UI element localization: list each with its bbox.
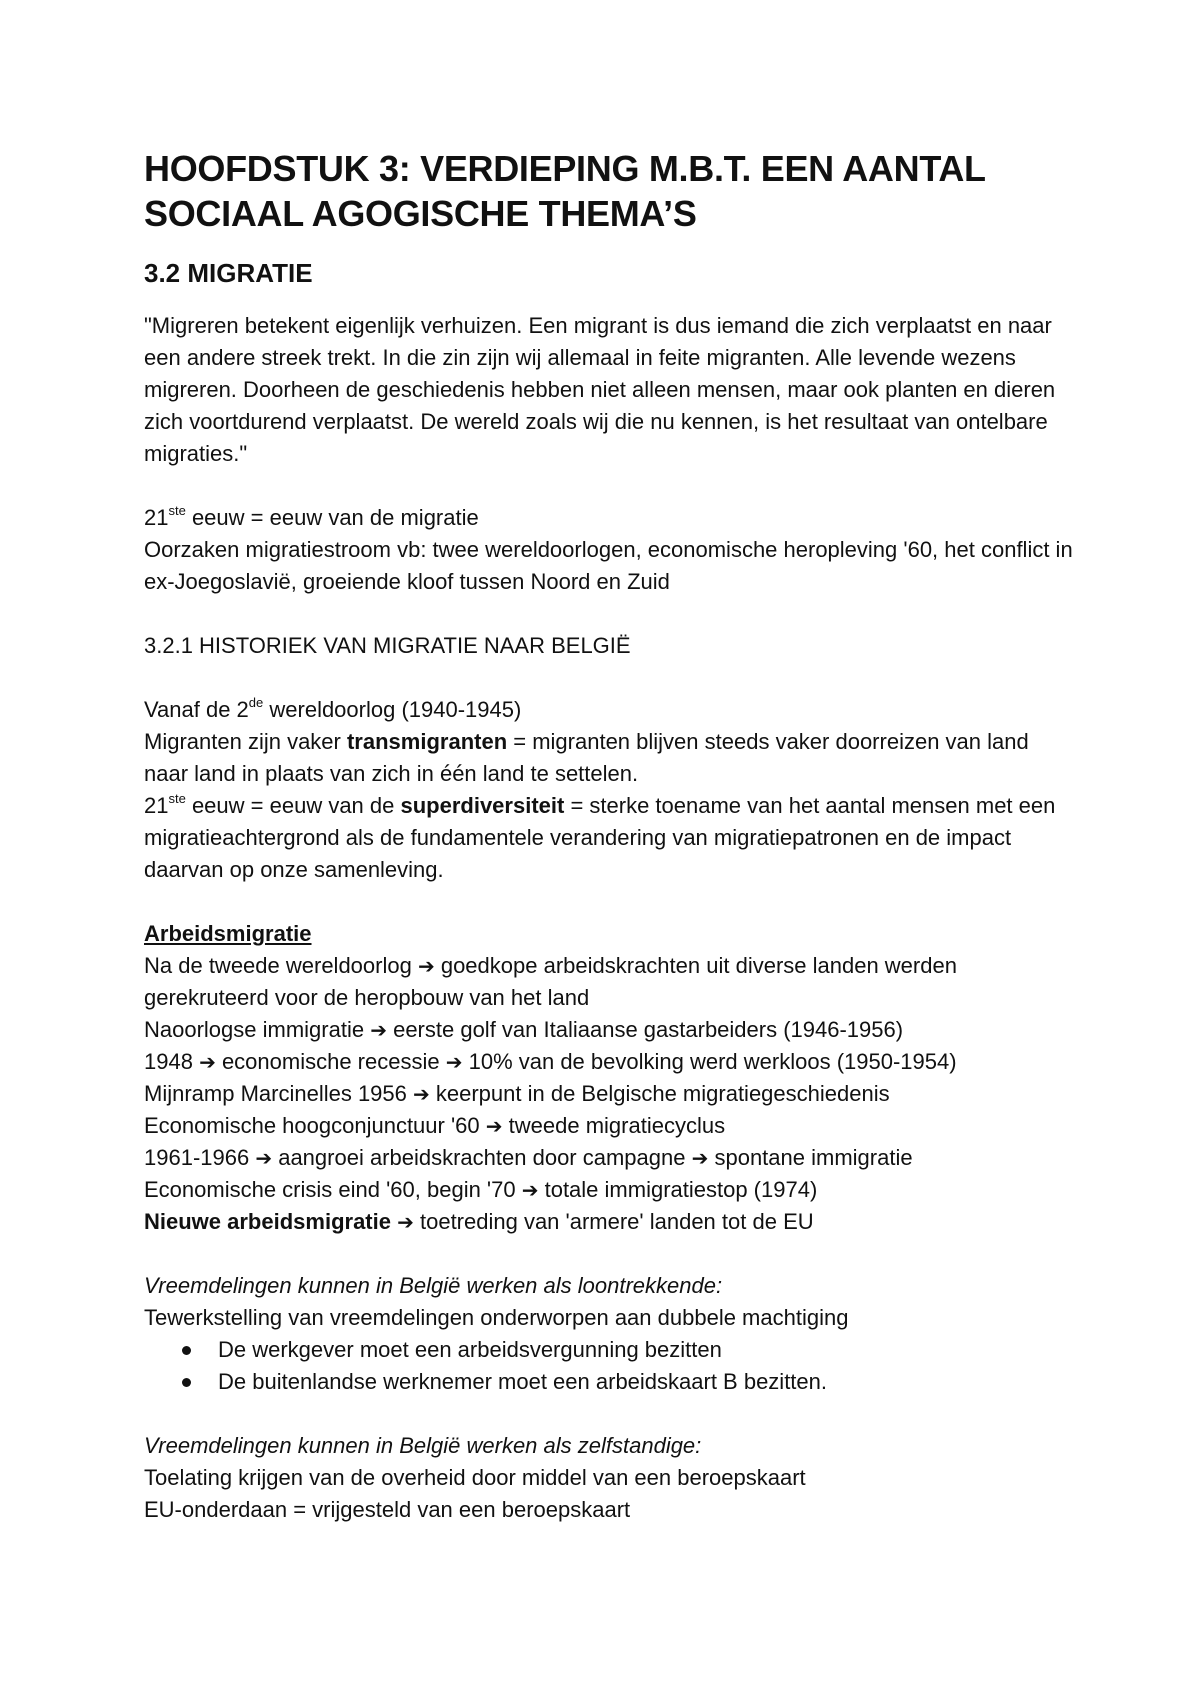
arrow-icon: ➔ bbox=[445, 1050, 463, 1074]
century-number: 21 bbox=[144, 505, 169, 530]
labour-line-text: Mijnramp Marcinelles 1956 bbox=[144, 1081, 413, 1106]
world-war-line bbox=[144, 694, 1074, 726]
labour-line-text: Economische crisis eind '60, begin '70 bbox=[144, 1177, 522, 1202]
labour-heading-text: Arbeidsmigratie bbox=[144, 921, 312, 946]
arrow-icon: ➔ bbox=[521, 1178, 539, 1202]
labour-line bbox=[144, 1174, 1074, 1206]
labour-line bbox=[144, 950, 1074, 1014]
superdiversity-paragraph bbox=[144, 790, 1074, 886]
arrow-icon: ➔ bbox=[255, 1146, 273, 1170]
arrow-icon: ➔ bbox=[397, 1210, 414, 1234]
list-item-text: De werkgever moet een arbeidsvergunning bezitten bbox=[218, 1337, 722, 1362]
arrow-icon: ➔ bbox=[199, 1050, 216, 1074]
transmigrants-pre: Migranten zijn vaker bbox=[144, 729, 347, 754]
century-line bbox=[144, 502, 1074, 534]
causes-paragraph: Oorzaken migratiestroom vb: twee wereldoorlogen, economische heropleving '60, het conflict in ex-Joegoslavië, groeiende kloof tussen Noord en Zuid bbox=[144, 537, 1073, 594]
selfemployed-line-1: Toelating krijgen van de overheid door middel van een beroepskaart bbox=[144, 1465, 806, 1490]
transmigrants-paragraph bbox=[144, 726, 1074, 790]
labour-line bbox=[144, 1142, 1074, 1174]
labour-line-text: eerste golf van Italiaanse gastarbeiders (1946-1956) bbox=[386, 1017, 904, 1042]
labour-line-text: 1961-1966 bbox=[144, 1145, 256, 1170]
new-labour-text: toetreding van 'armere' landen tot de EU bbox=[413, 1209, 814, 1234]
labour-line-text: Economische hoogconjunctuur '60 bbox=[144, 1113, 486, 1138]
labour-line bbox=[144, 1046, 1074, 1078]
employee-heading: Vreemdelingen kunnen in België werken als loontrekkende: bbox=[144, 1273, 723, 1298]
arrow-icon: ➔ bbox=[417, 954, 435, 978]
section-title: 3.2 MIGRATIE bbox=[144, 258, 313, 288]
labour-line bbox=[144, 1078, 1074, 1110]
labour-line-text: Na de tweede wereldoorlog bbox=[144, 953, 418, 978]
employee-bullet-list bbox=[144, 1334, 1074, 1398]
labour-line-text: goedkope arbeidskrachten uit diverse landen werden gerekruteerd voor de heropbouw van het land bbox=[144, 953, 957, 1010]
labour-lines bbox=[144, 950, 1074, 1206]
arrow-icon: ➔ bbox=[691, 1146, 709, 1170]
labour-line-text: 10% van de bevolking werd werkloos (1950-1954) bbox=[462, 1049, 957, 1074]
subsection-title: 3.2.1 HISTORIEK VAN MIGRATIE NAAR BELGIË bbox=[144, 633, 631, 658]
century-text: eeuw = eeuw van de migratie bbox=[185, 505, 479, 530]
selfemployed-heading: Vreemdelingen kunnen in België werken als zelfstandige: bbox=[144, 1433, 702, 1458]
migration-quote: "Migreren betekent eigenlijk verhuizen. Een migrant is dus iemand die zich verplaatst en naar een andere streek trekt. In die zin zijn wij allemaal in feite migranten. Alle levende wezens migreren. Doorheen de geschiedenis hebben niet alleen mensen, maar ook planten en dieren zich voortdurend verplaatst. De wereld zoals wij die nu kennen, is het resultaat van ontelbare migraties." bbox=[144, 313, 1056, 466]
labour-line-text: keerpunt in de Belgische migratiegeschiedenis bbox=[429, 1081, 890, 1106]
labour-line-text: 1948 bbox=[144, 1049, 200, 1074]
list-item-text: De buitenlandse werknemer moet een arbeidskaart B bezitten. bbox=[218, 1369, 828, 1394]
labour-heading bbox=[144, 918, 1074, 950]
document-page bbox=[144, 146, 1074, 1526]
world-war-post: wereldoorlog (1940-1945) bbox=[263, 697, 522, 722]
labour-line-text: aangroei arbeidskrachten door campagne bbox=[272, 1145, 692, 1170]
labour-line-text: tweede migratiecyclus bbox=[502, 1113, 726, 1138]
employee-intro: Tewerkstelling van vreemdelingen onderworpen aan dubbele machtiging bbox=[144, 1305, 849, 1330]
bullet-icon bbox=[182, 1346, 191, 1355]
selfemployed-line-2: EU-onderdaan = vrijgesteld van een beroepskaart bbox=[144, 1497, 631, 1522]
labour-line-text: totale immigratiestop (1974) bbox=[538, 1177, 818, 1202]
arrow-icon: ➔ bbox=[485, 1114, 503, 1138]
transmigrants-definition: = migranten blijven steeds vaker doorreizen van land naar land in plaats van zich in één land te settelen. bbox=[144, 729, 1029, 786]
transmigrants-term: transmigranten bbox=[346, 729, 508, 754]
bullet-icon bbox=[182, 1378, 191, 1387]
arrow-icon: ➔ bbox=[370, 1018, 387, 1042]
century-superscript: ste bbox=[168, 502, 186, 518]
superdiversity-term: superdiversiteit bbox=[400, 793, 565, 818]
chapter-title: HOOFDSTUK 3: VERDIEPING M.B.T. EEN AANTAL SOCIAAL AGOGISCHE THEMA’S bbox=[144, 148, 986, 234]
list-item bbox=[182, 1366, 1074, 1398]
new-labour-line bbox=[144, 1206, 1074, 1238]
superdiversity-pre: eeuw = eeuw van de bbox=[185, 793, 401, 818]
arrow-icon: ➔ bbox=[413, 1082, 430, 1106]
labour-line-text: economische recessie bbox=[215, 1049, 446, 1074]
labour-line-text: spontane immigratie bbox=[708, 1145, 913, 1170]
world-war-superscript: de bbox=[248, 694, 264, 710]
superdiversity-number: 21 bbox=[144, 793, 169, 818]
superdiversity-superscript: ste bbox=[168, 790, 186, 806]
superdiversity-definition: = sterke toename van het aantal mensen met een migratieachtergrond als de fundamentele verandering van migratiepatronen en de impact daarvan op onze samenleving. bbox=[144, 793, 1056, 882]
labour-line bbox=[144, 1014, 1074, 1046]
list-item bbox=[182, 1334, 1074, 1366]
labour-line-text: Naoorlogse immigratie bbox=[144, 1017, 371, 1042]
new-labour-term: Nieuwe arbeidsmigratie bbox=[144, 1209, 391, 1234]
world-war-pre: Vanaf de 2 bbox=[144, 697, 249, 722]
labour-line bbox=[144, 1110, 1074, 1142]
